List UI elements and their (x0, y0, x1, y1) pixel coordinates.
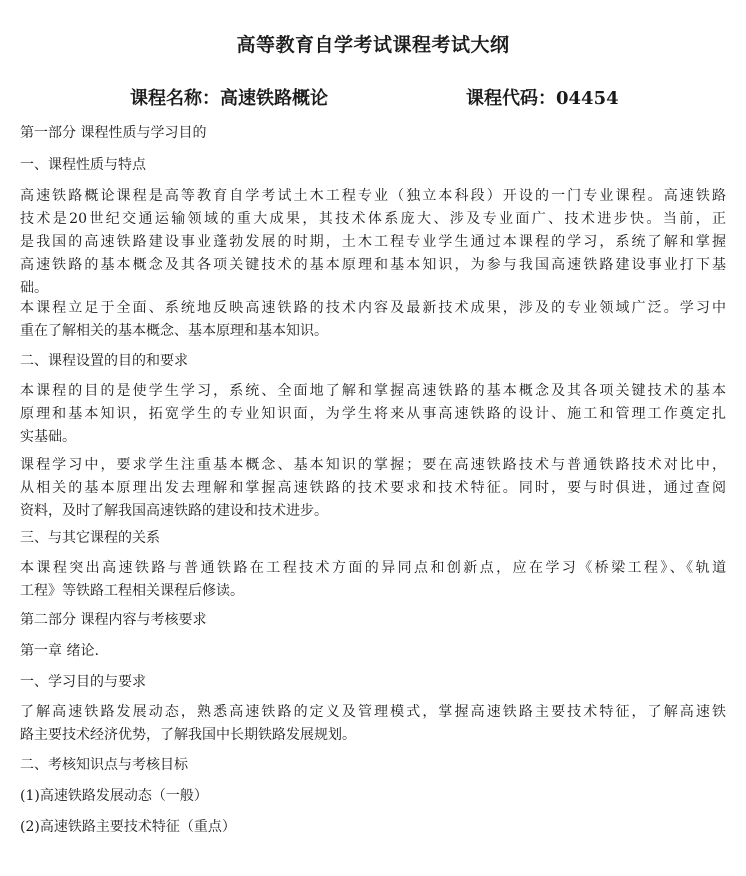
paragraph-line: 从相关的基本原理出发去理解和掌握高速铁路的技术要求和技术特征。同时，要与时俱进，通过查阅 (20, 480, 726, 496)
paragraph-line: 课程学习中，要求学生注重基本概念、基本知识的掌握；要在高速铁路技术与普通铁路技术对比中， (20, 457, 726, 473)
part1-sec1-paragraph-1 (20, 185, 726, 300)
chapter1-sec1-heading: 一、学习目的与要求 (20, 674, 146, 690)
part1-sec3-heading: 三、与其它课程的关系 (20, 530, 160, 546)
paragraph-line: 路主要技术经济优势，了解我国中长期铁路发展规划。 (20, 727, 356, 743)
paragraph-line: 原理和基本知识，拓宽学生的专业知识面，为学生将来从事高速铁路的设计、施工和管理工作奠定扎 (20, 406, 726, 422)
chapter1-heading: 第一章 绪论. (20, 643, 99, 659)
paragraph-line: 技术是20世纪交通运输领域的重大成果，其技术体系庞大、涉及专业面广、技术进步快。当前，正 (20, 211, 726, 227)
paragraph-line: 高速铁路的基本概念及其各项关键技术的基本原理和基本知识，为参与我国高速铁路建设事业打下基 (20, 257, 726, 273)
assessment-item: (2)高速铁路主要技术特征（重点） (20, 819, 236, 835)
paragraph-line: 实基础。 (20, 429, 76, 445)
paragraph-line: 高速铁路概论课程是高等教育自学考试土木工程专业（独立本科段）开设的一门专业课程。高速铁路 (20, 188, 726, 204)
course-name: 课程名称：高速铁路概论 (130, 88, 328, 109)
paragraph-line: 重在了解相关的基本概念、基本原理和基本知识。 (20, 323, 328, 339)
paragraph-line: 是我国的高速铁路建设事业蓬勃发展的时期，土木工程专业学生通过本课程的学习，系统了解和掌握 (20, 234, 726, 250)
chapter1-sec1-paragraph-1 (20, 701, 726, 747)
part1-sec2-paragraph-2 (20, 454, 726, 523)
part1-sec3-paragraph-1 (20, 557, 726, 603)
part1-sec2-heading: 二、课程设置的目的和要求 (20, 353, 188, 369)
part1-sec1-heading: 一、课程性质与特点 (20, 157, 146, 173)
document-title: 高等教育自学考试课程考试大纲 (236, 34, 510, 56)
part1-sec1-paragraph-2 (20, 297, 726, 343)
assessment-item: (1)高速铁路发展动态（一般） (20, 788, 208, 804)
paragraph-line: 工程》等铁路工程相关课程后修读。 (20, 583, 244, 599)
part1-sec2-paragraph-1 (20, 380, 726, 449)
paragraph-line: 了解高速铁路发展动态，熟悉高速铁路的定义及管理模式，掌握高速铁路主要技术特征，了解高速铁 (20, 704, 726, 720)
paragraph-line: 资料，及时了解我国高速铁路的建设和技术进步。 (20, 503, 328, 519)
part2-heading: 第二部分 课程内容与考核要求 (20, 612, 207, 628)
paragraph-line: 本课程突出高速铁路与普通铁路在工程技术方面的异同点和创新点，应在学习《桥梁工程》、《轨道 (20, 560, 726, 576)
chapter1-sec2-heading: 二、考核知识点与考核目标 (20, 757, 188, 773)
paragraph-line: 础。 (20, 280, 48, 296)
part1-heading: 第一部分 课程性质与学习目的 (20, 125, 207, 141)
paragraph-line: 本课程立足于全面、系统地反映高速铁路的技术内容及最新技术成果，涉及的专业领域广泛。学习中 (20, 300, 726, 316)
course-code: 课程代码：04454 (466, 88, 619, 109)
paragraph-line: 本课程的目的是使学生学习，系统、全面地了解和掌握高速铁路的基本概念及其各项关键技术的基本 (20, 383, 726, 399)
